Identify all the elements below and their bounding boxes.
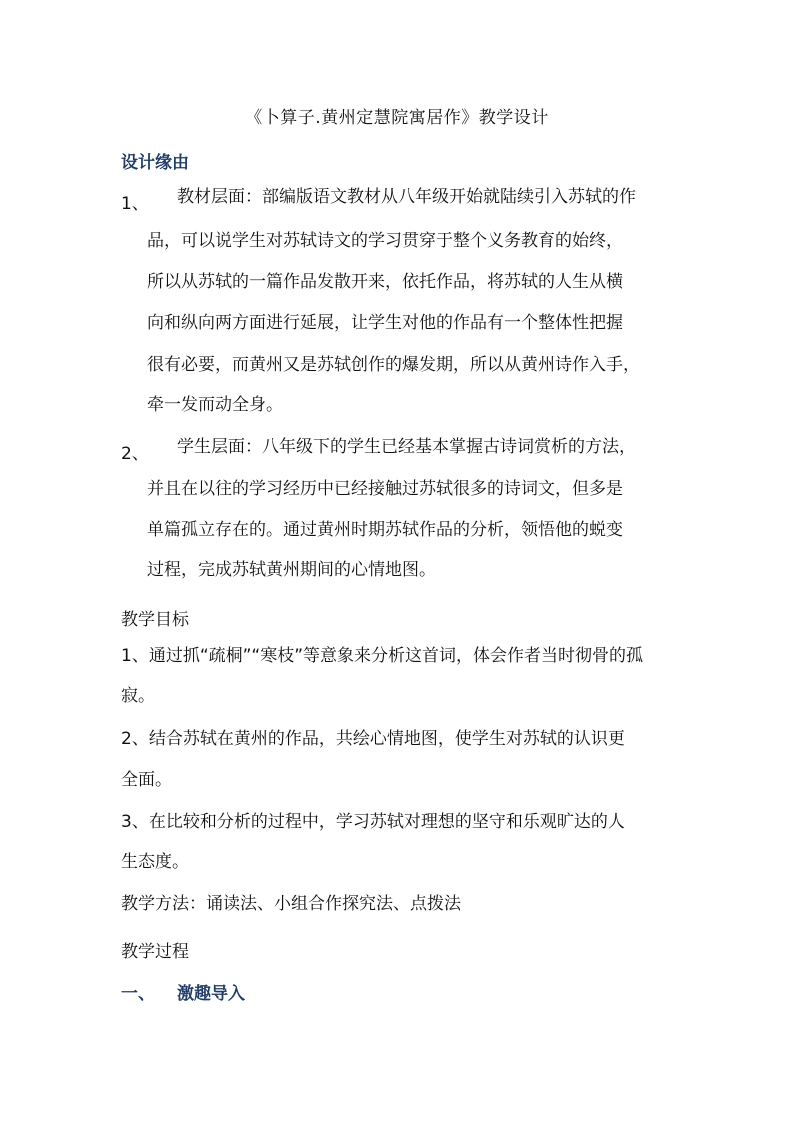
section-1-title: 激趣导入	[177, 984, 245, 1004]
goal-3-line-1: 3、在比较和分析的过程中，学习苏轼对理想的坚守和乐观旷达的人	[121, 812, 625, 832]
section-1-number: 一、	[121, 984, 155, 1004]
reason-item-1-number: 1、	[121, 194, 149, 214]
reason-item-2-line-3: 单篇孤立存在的。通过黄州时期苏轼作品的分析，领悟他的蜕变	[147, 520, 623, 540]
goal-1-line-1: 1、通过抓“疏桐”“寒枝”等意象来分析这首词，体会作者当时彻骨的孤	[121, 646, 644, 666]
reason-item-1-line-3: 所以从苏轼的一篇作品发散开来，依托作品，将苏轼的人生从横	[147, 272, 623, 292]
reason-item-1-line-2: 品，可以说学生对苏轼诗文的学习贯穿于整个义务教育的始终，	[147, 231, 623, 251]
reason-item-2-number: 2、	[121, 444, 149, 464]
goal-2-line-2: 全面。	[121, 770, 172, 790]
goals-heading: 教学目标	[121, 610, 189, 630]
teaching-methods: 教学方法：诵读法、小组合作探究法、点拨法	[121, 894, 461, 914]
goal-3-line-2: 生态度。	[121, 852, 189, 872]
document-title: 《卜算子.黄州定慧院寓居作》教学设计	[245, 108, 549, 128]
reason-item-2-line-4: 过程，完成苏轼黄州期间的心情地图。	[147, 560, 436, 580]
reason-item-1-line-1: 教材层面：部编版语文教材从八年级开始就陆续引入苏轼的作	[177, 187, 636, 207]
process-heading: 教学过程	[121, 942, 189, 962]
goal-2-line-1: 2、结合苏轼在黄州的作品，共绘心情地图，使学生对苏轼的认识更	[121, 729, 625, 749]
reason-item-2-line-1: 学生层面：八年级下的学生已经基本掌握古诗词赏析的方法，	[177, 437, 636, 457]
reason-item-1-line-5: 很有必要，而黄州又是苏轼创作的爆发期，所以从黄州诗作入手，	[147, 355, 640, 375]
reason-item-1-line-4: 向和纵向两方面进行延展，让学生对他的作品有一个整体性把握	[147, 313, 623, 333]
design-reason-heading: 设计缘由	[121, 153, 189, 173]
goal-1-line-2: 寂。	[121, 686, 155, 706]
reason-item-1-line-6: 牵一发而动全身。	[147, 395, 283, 415]
reason-item-2-line-2: 并且在以往的学习经历中已经接触过苏轼很多的诗词文，但多是	[147, 479, 623, 499]
